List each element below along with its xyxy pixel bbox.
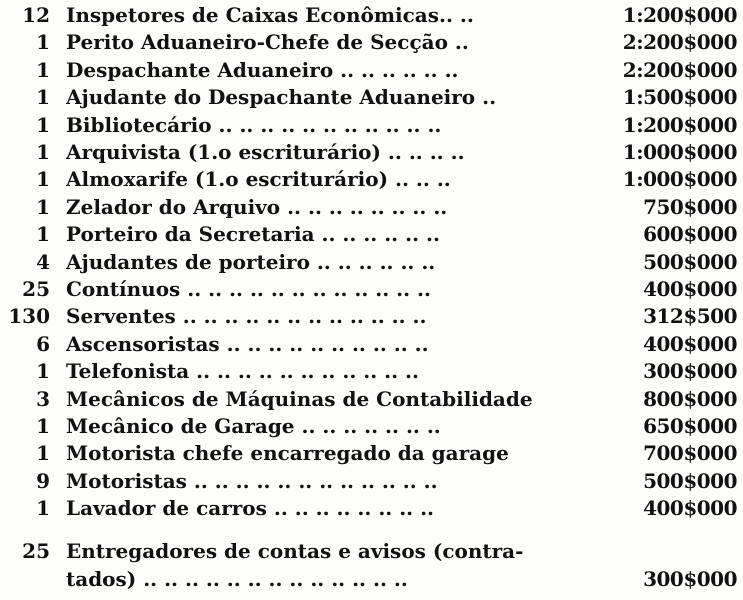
row-description: Contínuos .. .. .. .. .. .. .. .. .. .. .. .. (66, 277, 431, 301)
row-description-continuation: tados) .. .. .. .. .. .. .. .. .. .. .. .. .. (66, 567, 408, 591)
table-row (0, 358, 743, 384)
table-row (0, 221, 743, 247)
row-quantity: 25 (22, 277, 50, 301)
row-quantity: 1 (36, 441, 50, 466)
row-amount: 1:000$000 (622, 167, 737, 192)
row-amount: 400$000 (643, 277, 737, 301)
row-amount: 750$000 (643, 194, 737, 219)
row-quantity: 12 (22, 3, 50, 27)
row-description: Despachante Aduaneiro .. .. .. .. .. .. (66, 57, 459, 82)
table-row (0, 331, 743, 357)
table-row (0, 440, 743, 466)
row-description: Porteiro da Secretaria .. .. .. .. .. .. (66, 222, 440, 247)
row-description: Inspetores de Caixas Econômicas.. .. (66, 3, 474, 27)
row-quantity: 1 (36, 30, 50, 55)
table-row (0, 276, 743, 302)
row-amount: 700$000 (643, 441, 737, 466)
row-amount: 300$000 (643, 359, 737, 384)
row-quantity: 6 (36, 331, 50, 356)
row-quantity: 1 (36, 496, 50, 521)
table-row (0, 194, 743, 220)
row-amount: 2:200$000 (622, 30, 737, 55)
table-row (0, 538, 743, 564)
row-description: Arquivista (1.o escriturário) .. .. .. .. (66, 140, 465, 164)
row-quantity: 1 (36, 140, 50, 164)
row-description: Entregadores de contas e avisos (contra- (66, 539, 524, 563)
table-row (0, 468, 743, 494)
table-row (0, 29, 743, 55)
table-row (0, 303, 743, 329)
row-description: Ascensoristas .. .. .. .. .. .. .. .. .. .. (66, 331, 429, 356)
row-amount: 2:200$000 (622, 57, 737, 82)
row-quantity: 25 (22, 539, 50, 563)
row-quantity: 3 (36, 386, 50, 411)
row-description: Lavador de carros .. .. .. .. .. .. .. .. (66, 496, 435, 521)
row-amount: 500$000 (643, 249, 737, 274)
table-row (0, 166, 743, 192)
row-amount: 300$000 (643, 567, 737, 591)
row-description: Ajudantes de porteiro .. .. .. .. .. .. (66, 249, 436, 274)
row-amount: 400$000 (643, 331, 737, 356)
row-description: Bibliotecário .. .. .. .. .. .. .. .. .. .. .. (66, 112, 442, 137)
table-row (0, 139, 743, 165)
row-amount: 312$500 (643, 304, 737, 329)
row-amount: 800$000 (643, 386, 737, 411)
row-quantity: 1 (36, 85, 50, 110)
row-description: Serventes .. .. .. .. .. .. .. .. .. .. .. .. (66, 304, 427, 329)
row-description: Mecânico de Garage .. .. .. .. .. .. .. (66, 414, 441, 438)
table-row-continuation (0, 566, 743, 592)
row-quantity: 1 (36, 112, 50, 137)
row-amount: 600$000 (643, 222, 737, 247)
row-quantity: 130 (8, 304, 50, 329)
row-amount: 1:000$000 (622, 140, 737, 164)
row-amount: 1:200$000 (622, 112, 737, 137)
table-row (0, 112, 743, 138)
table-row (0, 2, 743, 28)
row-quantity: 1 (36, 222, 50, 247)
row-quantity: 9 (36, 468, 50, 493)
table-row (0, 249, 743, 275)
row-quantity: 1 (36, 194, 50, 219)
row-quantity: 1 (36, 359, 50, 384)
row-amount: 500$000 (643, 468, 737, 493)
row-amount: 650$000 (643, 414, 737, 438)
row-description: Motoristas .. .. .. .. .. .. .. .. .. .. .. .. (66, 468, 438, 493)
row-description: Almoxarife (1.o escriturário) .. .. .. (66, 167, 451, 192)
table-row (0, 413, 743, 439)
row-description: Zelador do Arquivo .. .. .. .. .. .. .. .. (66, 194, 448, 219)
row-description: Mecânicos de Máquinas de Contabilidade (66, 386, 533, 411)
row-quantity: 4 (36, 249, 50, 274)
row-description: Ajudante do Despachante Aduaneiro .. (66, 85, 497, 110)
row-description: Perito Aduaneiro-Chefe de Secção .. (66, 30, 469, 55)
row-description: Motorista chefe encarregado da garage (66, 441, 509, 466)
table-row (0, 84, 743, 110)
row-quantity: 1 (36, 167, 50, 192)
row-description: Telefonista .. .. .. .. .. .. .. .. .. .. .. (66, 359, 419, 384)
row-amount: 1:500$000 (622, 85, 737, 110)
row-amount: 400$000 (643, 496, 737, 521)
row-quantity: 1 (36, 414, 50, 438)
table-row (0, 57, 743, 83)
row-amount: 1:200$000 (622, 3, 737, 27)
table-row (0, 386, 743, 412)
table-row (0, 495, 743, 521)
row-quantity: 1 (36, 57, 50, 82)
